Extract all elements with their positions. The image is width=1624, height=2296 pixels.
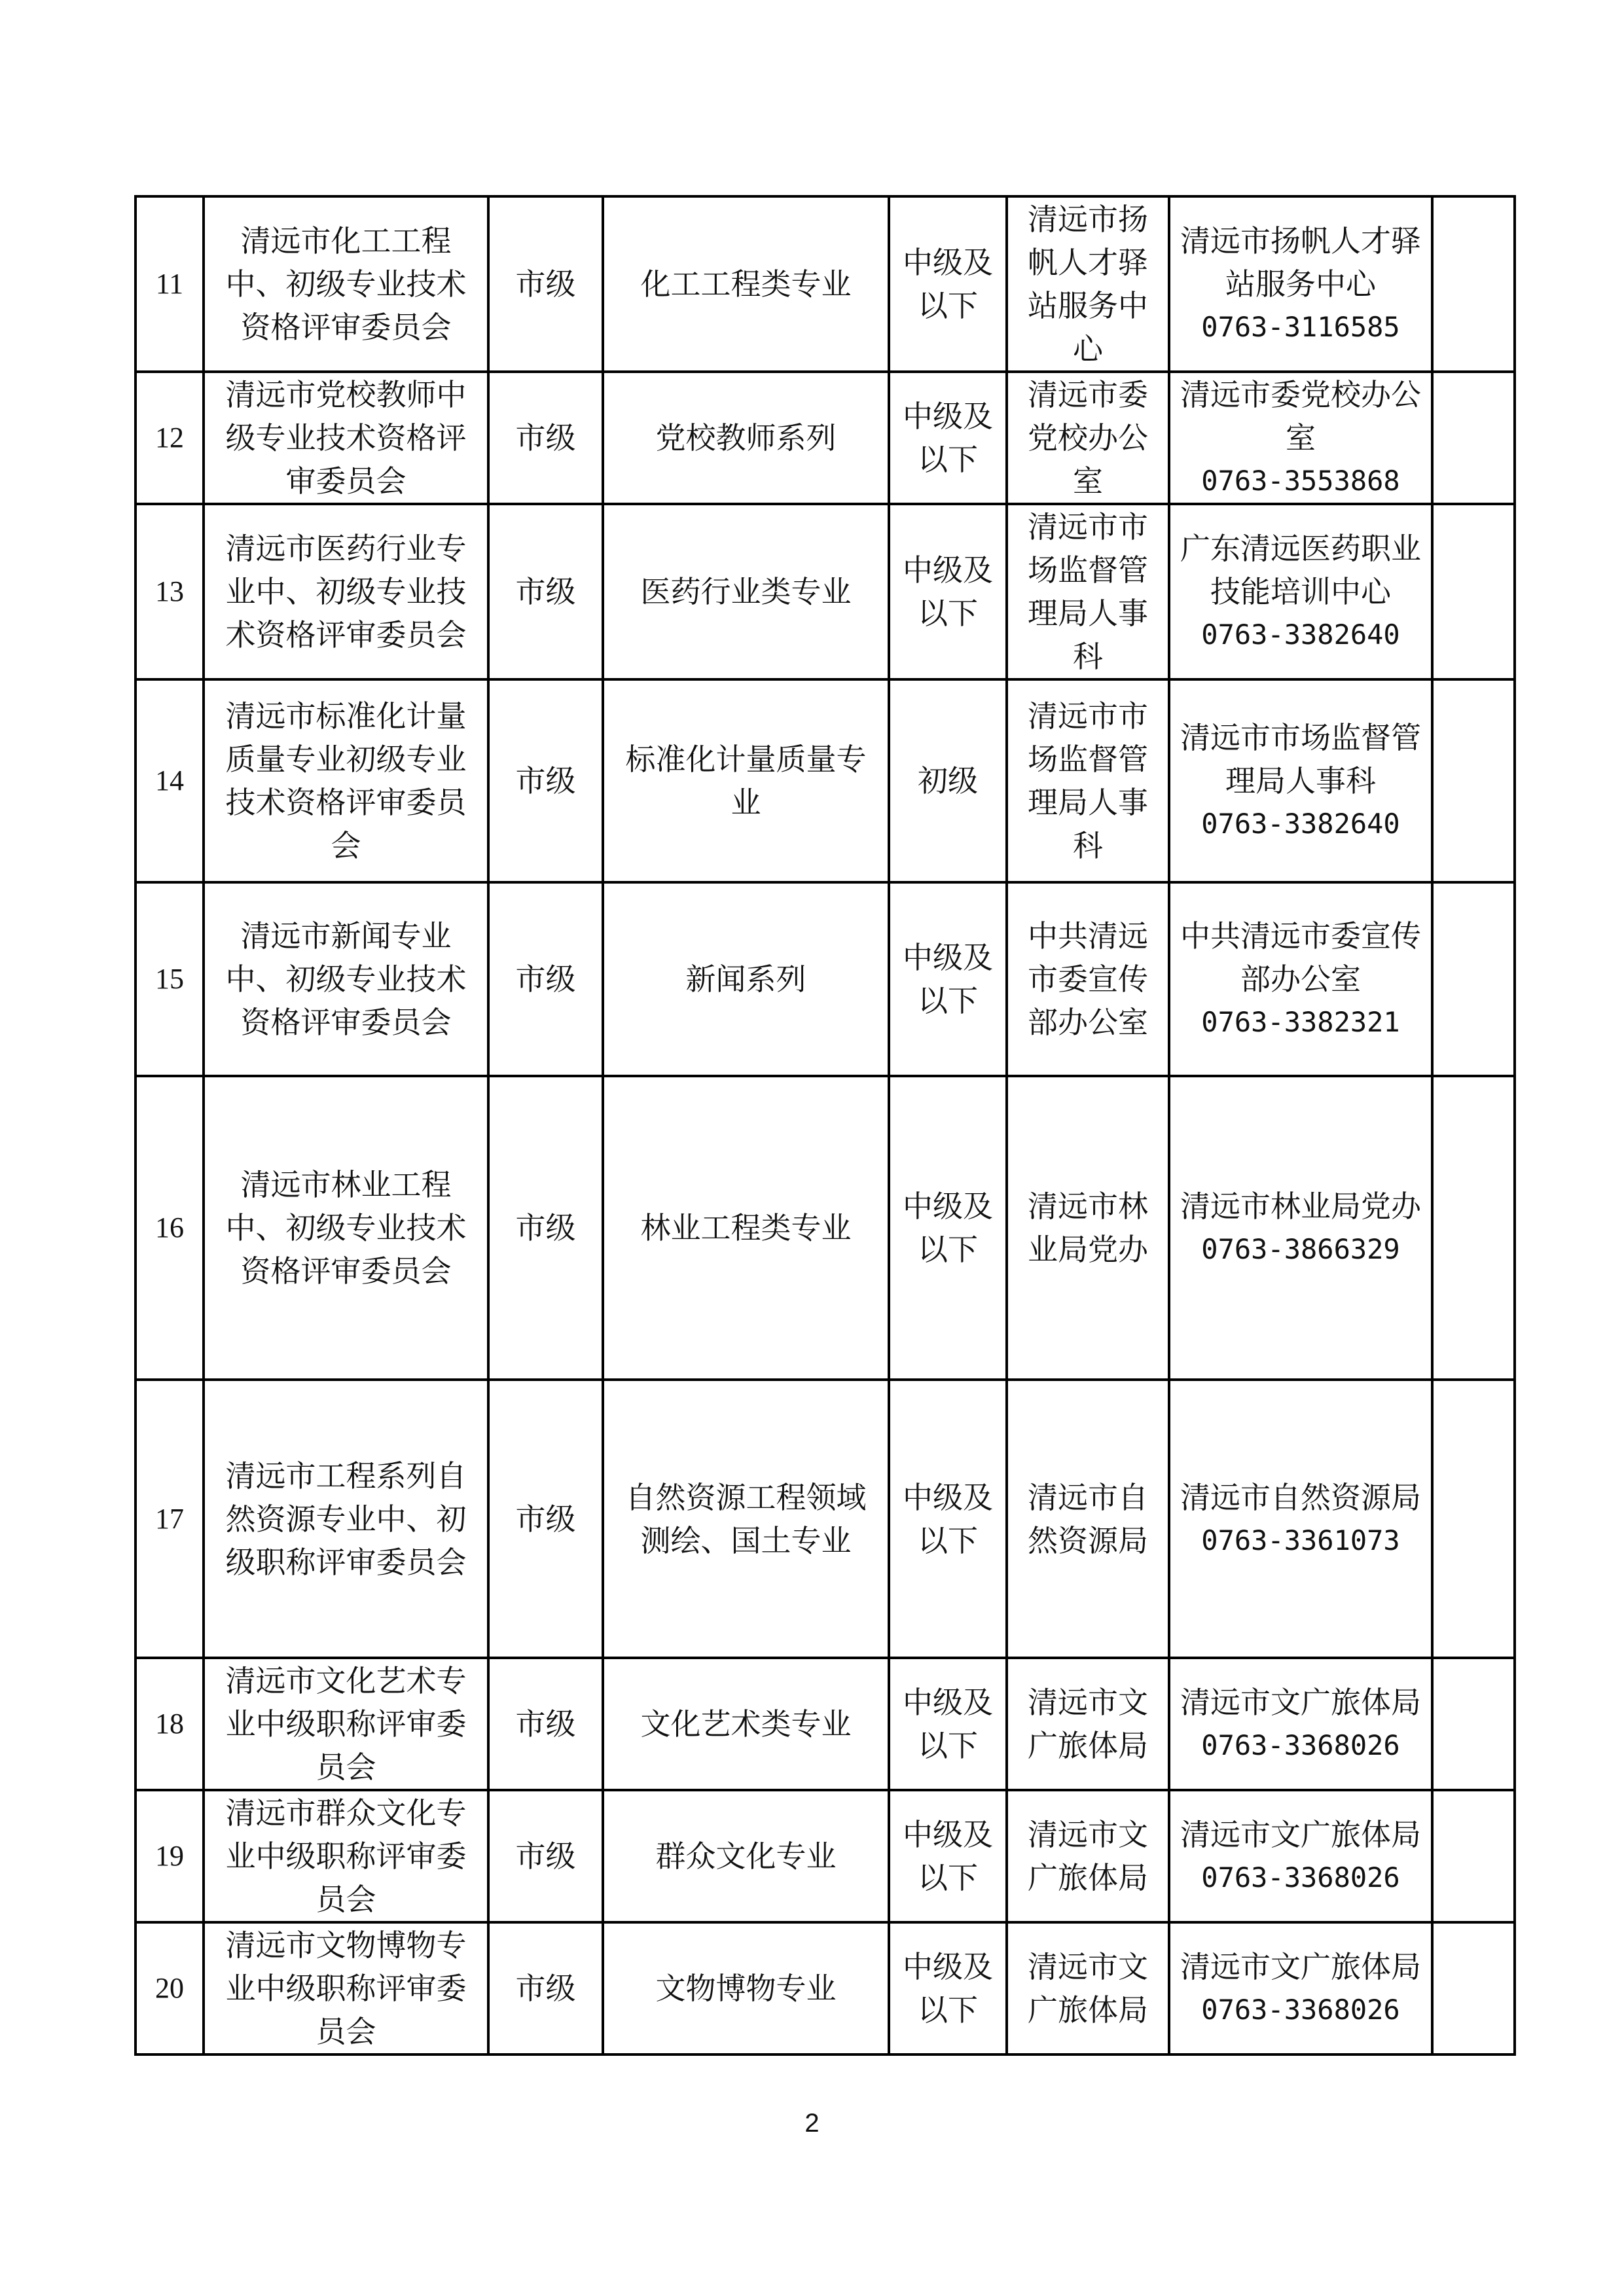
contact-unit: 清远市文广旅体局	[1180, 1817, 1421, 1852]
review-scope: 标准化计量质量专业	[603, 679, 889, 882]
committee-name: 清远市文化艺术专业中级职称评审委员会	[204, 1658, 488, 1790]
contact-unit: 清远市扬帆人才驿站服务中心	[1180, 223, 1421, 302]
committee-level: 市级	[488, 504, 603, 679]
note-cell	[1432, 196, 1515, 372]
committee-level: 市级	[488, 1658, 603, 1790]
contact-unit: 清远市市场监督管理局人事科	[1180, 720, 1421, 798]
contact-unit: 清远市文广旅体局	[1180, 1685, 1421, 1720]
contact-phone: 0763-3368026	[1201, 1729, 1400, 1761]
table-row	[135, 1076, 1515, 1380]
contact-phone: 0763-3361073	[1201, 1524, 1400, 1556]
note-cell	[1432, 882, 1515, 1076]
committee-level: 市级	[488, 1076, 603, 1380]
note-cell	[1432, 1658, 1515, 1790]
note-cell	[1432, 1922, 1515, 2054]
committee-level: 市级	[488, 1790, 603, 1922]
contact-unit: 清远市林业局党办	[1180, 1189, 1421, 1224]
table-row	[135, 882, 1515, 1076]
committee-name: 清远市林业工程中、初级专业技术资格评审委员会	[204, 1076, 488, 1380]
contact-info	[1169, 196, 1432, 372]
row-number: 13	[135, 504, 204, 679]
row-number: 18	[135, 1658, 204, 1790]
contact-phone: 0763-3368026	[1201, 1994, 1400, 2026]
review-scope: 党校教师系列	[603, 372, 889, 504]
managing-department: 清远市文广旅体局	[1007, 1658, 1169, 1790]
review-grade: 初级	[889, 679, 1007, 882]
contact-info	[1169, 679, 1432, 882]
table-row	[135, 1658, 1515, 1790]
row-number: 19	[135, 1790, 204, 1922]
contact-phone: 0763-3382321	[1201, 1006, 1400, 1038]
review-grade: 中级及以下	[889, 1922, 1007, 2054]
note-cell	[1432, 1380, 1515, 1658]
review-scope: 新闻系列	[603, 882, 889, 1076]
contact-phone: 0763-3116585	[1201, 311, 1400, 343]
row-number: 16	[135, 1076, 204, 1380]
note-cell	[1432, 679, 1515, 882]
table-row	[135, 504, 1515, 679]
table-row	[135, 679, 1515, 882]
row-number: 17	[135, 1380, 204, 1658]
managing-department: 清远市文广旅体局	[1007, 1922, 1169, 2054]
committee-name: 清远市化工工程中、初级专业技术资格评审委员会	[204, 196, 488, 372]
committee-name: 清远市文物博物专业中级职称评审委员会	[204, 1922, 488, 2054]
contact-unit: 清远市委党校办公室	[1180, 377, 1421, 456]
review-scope: 文物博物专业	[603, 1922, 889, 2054]
table-row	[135, 372, 1515, 504]
managing-department: 清远市自然资源局	[1007, 1380, 1169, 1658]
contact-info	[1169, 1790, 1432, 1922]
note-cell	[1432, 1790, 1515, 1922]
table-row	[135, 1790, 1515, 1922]
committee-name: 清远市标准化计量质量专业初级专业技术资格评审委员会	[204, 679, 488, 882]
review-scope: 群众文化专业	[603, 1790, 889, 1922]
managing-department: 清远市市场监督管理局人事科	[1007, 504, 1169, 679]
review-scope: 文化艺术类专业	[603, 1658, 889, 1790]
note-cell	[1432, 1076, 1515, 1380]
review-grade: 中级及以下	[889, 372, 1007, 504]
review-grade: 中级及以下	[889, 504, 1007, 679]
review-grade: 中级及以下	[889, 882, 1007, 1076]
review-grade: 中级及以下	[889, 196, 1007, 372]
contact-phone: 0763-3368026	[1201, 1861, 1400, 1893]
contact-info	[1169, 1380, 1432, 1658]
managing-department: 清远市扬帆人才驿站服务中心	[1007, 196, 1169, 372]
committee-level: 市级	[488, 1922, 603, 2054]
managing-department: 清远市林业局党办	[1007, 1076, 1169, 1380]
page-number: 2	[804, 2109, 820, 2138]
contact-unit: 清远市自然资源局	[1180, 1479, 1421, 1515]
review-scope: 化工工程类专业	[603, 196, 889, 372]
committee-level: 市级	[488, 1380, 603, 1658]
table-row	[135, 196, 1515, 372]
committee-level: 市级	[488, 372, 603, 504]
review-grade: 中级及以下	[889, 1380, 1007, 1658]
committee-table	[134, 195, 1516, 2056]
contact-phone: 0763-3553868	[1201, 465, 1400, 497]
committee-name: 清远市工程系列自然资源专业中、初级职称评审委员会	[204, 1380, 488, 1658]
managing-department: 中共清远市委宣传部办公室	[1007, 882, 1169, 1076]
committee-name: 清远市新闻专业中、初级专业技术资格评审委员会	[204, 882, 488, 1076]
row-number: 15	[135, 882, 204, 1076]
contact-info	[1169, 1658, 1432, 1790]
contact-info	[1169, 372, 1432, 504]
contact-info	[1169, 882, 1432, 1076]
row-number: 14	[135, 679, 204, 882]
managing-department: 清远市委党校办公室	[1007, 372, 1169, 504]
managing-department: 清远市文广旅体局	[1007, 1790, 1169, 1922]
row-number: 12	[135, 372, 204, 504]
note-cell	[1432, 504, 1515, 679]
review-scope: 自然资源工程领域测绘、国土专业	[603, 1380, 889, 1658]
contact-phone: 0763-3382640	[1201, 619, 1400, 651]
contact-phone: 0763-3866329	[1201, 1233, 1400, 1265]
committee-level: 市级	[488, 196, 603, 372]
committee-name: 清远市医药行业专业中、初级专业技术资格评审委员会	[204, 504, 488, 679]
review-grade: 中级及以下	[889, 1076, 1007, 1380]
managing-department: 清远市市场监督管理局人事科	[1007, 679, 1169, 882]
contact-unit: 中共清远市委宣传部办公室	[1180, 918, 1421, 997]
row-number: 11	[135, 196, 204, 372]
contact-info	[1169, 1922, 1432, 2054]
review-scope: 林业工程类专业	[603, 1076, 889, 1380]
note-cell	[1432, 372, 1515, 504]
table-row	[135, 1380, 1515, 1658]
review-grade: 中级及以下	[889, 1658, 1007, 1790]
contact-unit: 清远市文广旅体局	[1180, 1949, 1421, 1984]
committee-name: 清远市群众文化专业中级职称评审委员会	[204, 1790, 488, 1922]
row-number: 20	[135, 1922, 204, 2054]
review-grade: 中级及以下	[889, 1790, 1007, 1922]
contact-info	[1169, 1076, 1432, 1380]
contact-unit: 广东清远医药职业技能培训中心	[1180, 531, 1421, 609]
contact-info	[1169, 504, 1432, 679]
committee-level: 市级	[488, 882, 603, 1076]
contact-phone: 0763-3382640	[1201, 808, 1400, 840]
review-scope: 医药行业类专业	[603, 504, 889, 679]
committee-name: 清远市党校教师中级专业技术资格评审委员会	[204, 372, 488, 504]
committee-level: 市级	[488, 679, 603, 882]
table-row	[135, 1922, 1515, 2054]
